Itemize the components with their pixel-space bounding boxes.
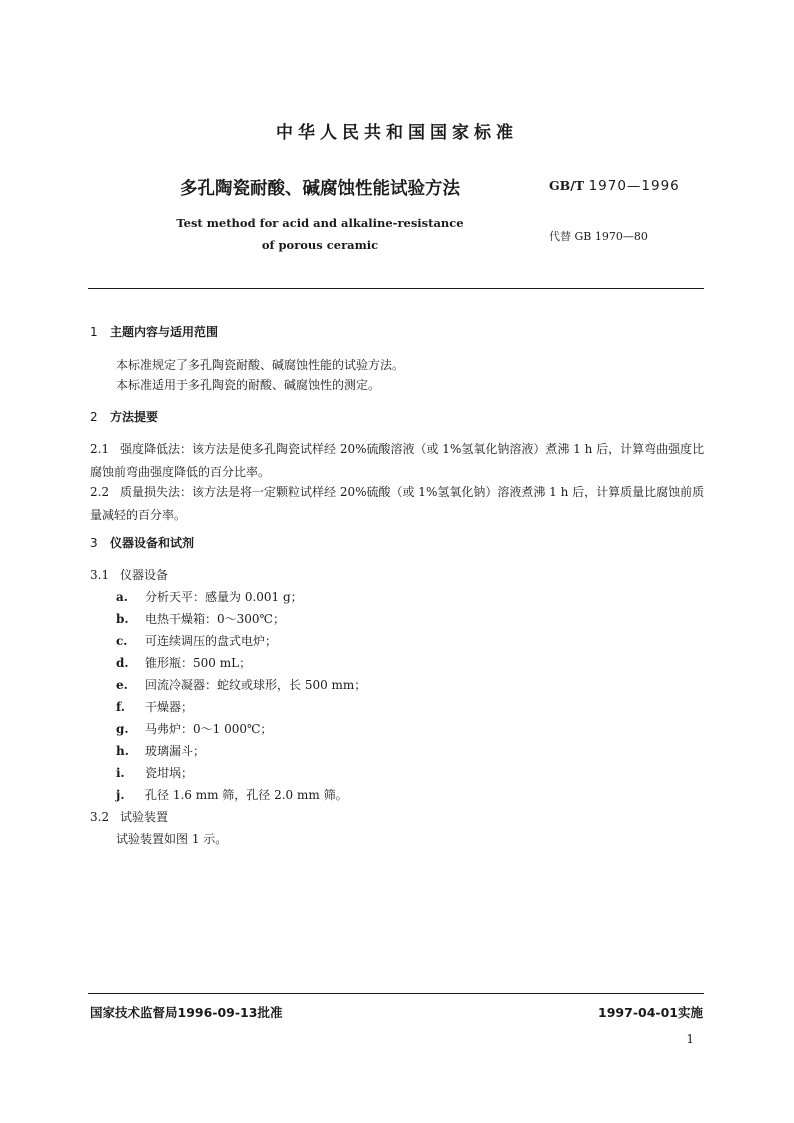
section-2-heading <box>90 408 158 425</box>
standard-prefix: GB/T <box>549 178 585 193</box>
item-text: 回流冷凝器：蛇纹或球形，长 500 mm； <box>145 678 367 692</box>
item-key: c. <box>116 634 128 648</box>
equipment-item <box>116 632 277 649</box>
clause-3-2-text: 试验装置如图 1 示。 <box>116 832 228 846</box>
item-key: b. <box>116 612 129 626</box>
item-text: 孔径 1.6 mm 筛，孔径 2.0 mm 筛。 <box>145 788 348 802</box>
item-key: f. <box>116 700 125 714</box>
equipment-item <box>116 588 303 605</box>
clause-number: 3.2 <box>90 810 110 824</box>
item-text: 玻璃漏斗； <box>145 744 206 758</box>
item-text: 电热干燥箱：0～300℃； <box>145 612 285 626</box>
document-title-en-line1: Test method for acid and alkaline-resistance <box>176 216 464 230</box>
clause-title: 试验装置 <box>120 810 169 824</box>
document-title-en-line2: of porous ceramic <box>261 238 379 252</box>
section-number: 2 <box>90 410 98 424</box>
footer-divider <box>88 993 704 994</box>
item-key: a. <box>116 590 128 604</box>
section-3-heading <box>90 534 194 551</box>
clause-3-1-heading <box>90 566 168 583</box>
document-title-cn: 多孔陶瓷耐酸、碱腐蚀性能试验方法 <box>180 179 460 199</box>
item-text: 干燥器； <box>145 700 194 714</box>
page-number: 1 <box>686 1032 694 1046</box>
item-text: 瓷坩埚； <box>145 766 194 780</box>
equipment-item <box>116 698 193 715</box>
clause-number: 2.1 <box>90 442 110 456</box>
header-divider <box>88 288 704 289</box>
clause-title: 仪器设备 <box>120 568 169 582</box>
section-title: 仪器设备和试剂 <box>110 536 195 550</box>
clause-3-2-heading <box>90 808 168 825</box>
section-1-heading <box>90 323 218 340</box>
equipment-item <box>116 676 366 693</box>
item-key: i. <box>116 766 125 780</box>
equipment-item <box>116 720 272 737</box>
equipment-item <box>116 610 285 627</box>
clause-number: 3.1 <box>90 568 110 582</box>
standard-number-value: 1970—1996 <box>588 178 680 194</box>
section-1-para-1: 本标准规定了多孔陶瓷耐酸、碱腐蚀性能的试验方法。 <box>116 358 405 372</box>
clause-number: 2.2 <box>90 485 110 499</box>
item-text: 马弗炉：0～1 000℃； <box>145 722 273 736</box>
item-key: h. <box>116 744 129 758</box>
section-title: 方法提要 <box>110 410 159 424</box>
item-key: e. <box>116 678 128 692</box>
section-number: 1 <box>90 325 98 339</box>
item-text: 可连续调压的盘式电炉； <box>145 634 278 648</box>
section-title: 主题内容与适用范围 <box>110 325 219 339</box>
section-number: 3 <box>90 536 98 550</box>
implementation-date: 1997-04-01实施 <box>598 1005 703 1020</box>
approval-line: 国家技术监督局1996-09-13批准 <box>90 1005 283 1020</box>
item-text: 分析天平：感量为 0.001 g； <box>145 590 303 604</box>
item-key: d. <box>116 656 129 670</box>
clause-2-1 <box>90 438 706 484</box>
item-key: j. <box>116 788 125 802</box>
item-key: g. <box>116 722 129 736</box>
equipment-item <box>116 742 205 759</box>
standard-number <box>549 178 680 194</box>
equipment-item <box>116 654 251 671</box>
item-text: 锥形瓶：500 mL； <box>145 656 252 670</box>
national-standard-title: 中华人民共和国国家标准 <box>276 123 518 143</box>
clause-2-2 <box>90 481 706 527</box>
equipment-item <box>116 786 348 803</box>
clause-text: 质量损失法：该方法是将一定颗粒试样经 20%硫酸（或 1%氢氧化钠）溶液煮沸 1 h 后，计算质量比腐蚀前质量减轻的百分率。 <box>90 485 705 522</box>
equipment-item <box>116 764 193 781</box>
section-1-para-2: 本标准适用于多孔陶瓷的耐酸、碱腐蚀性的测定。 <box>116 378 381 392</box>
replaces-standard: 代替 GB 1970—80 <box>549 230 648 243</box>
clause-text: 强度降低法：该方法是使多孔陶瓷试样经 20%硫酸溶液（或 1%氢氧化钠溶液）煮沸 1 h 后，计算弯曲强度比腐蚀前弯曲强度降低的百分比率。 <box>90 442 705 479</box>
